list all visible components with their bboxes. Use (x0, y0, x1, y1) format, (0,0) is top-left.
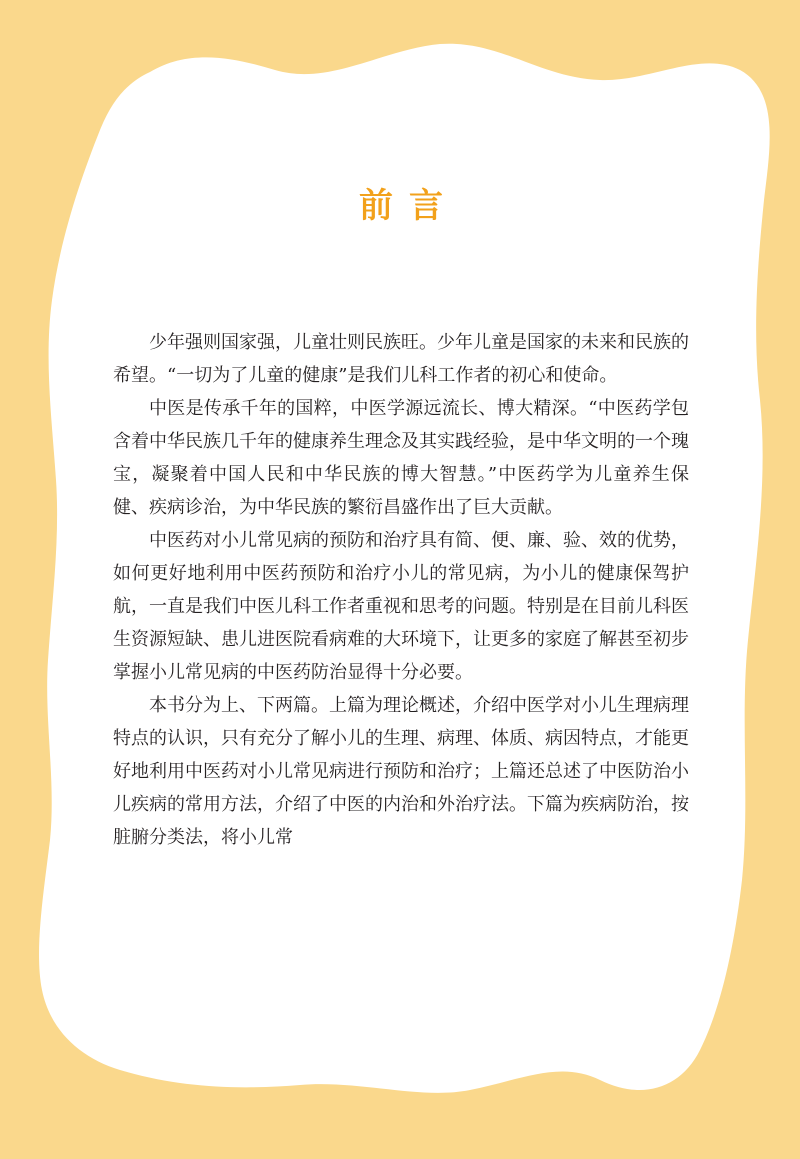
title-char: 言 (409, 186, 443, 226)
paragraph-1: 少年强则国家强，儿童壮则民族旺。少年儿童是国家的未来和民族的希望。“一切为了儿童的健康”是我们儿科工作者的初心和使命。 (113, 332, 689, 386)
title-char: 前 (359, 186, 393, 226)
paragraph-2: 中医是传承千年的国粹，中医学源远流长、博大精深。“中医药学包含着中华民族几千年的健康养生理念及其实践经验，是中华文明的一个瑰宝，凝聚着中国人民和中华民族的博大智慧。”中医药学为儿童养生保健、疾病诊治，为中华民族的繁衍昌盛作出了巨大贡献。 (113, 398, 689, 518)
paragraph-3: 中医药对小儿常见病的预防和治疗具有简、便、廉、验、效的优势，如何更好地利用中医药预防和治疗小儿的常见病，为小儿的健康保驾护航，一直是我们中医儿科工作者重视和思考的问题。特别是在目前儿科医生资源短缺、患儿进医院看病难的大环境下，让更多的家庭了解甚至初步掌握小儿常见病的中医药防治显得十分必要。 (113, 530, 689, 683)
preface-body (113, 326, 689, 854)
page-title (113, 178, 689, 227)
paragraph-4: 本书分为上、下两篇。上篇为理论概述，介绍中医学对小儿生理病理特点的认识，只有充分了解小儿的生理、病理、体质、病因特点，才能更好地利用中医药对小儿常见病进行预防和治疗；上篇还总述了中医防治小儿疾病的常用方法，介绍了中医的内治和外治疗法。下篇为疾病防治，按脏腑分类法，将小儿常 (113, 695, 689, 848)
